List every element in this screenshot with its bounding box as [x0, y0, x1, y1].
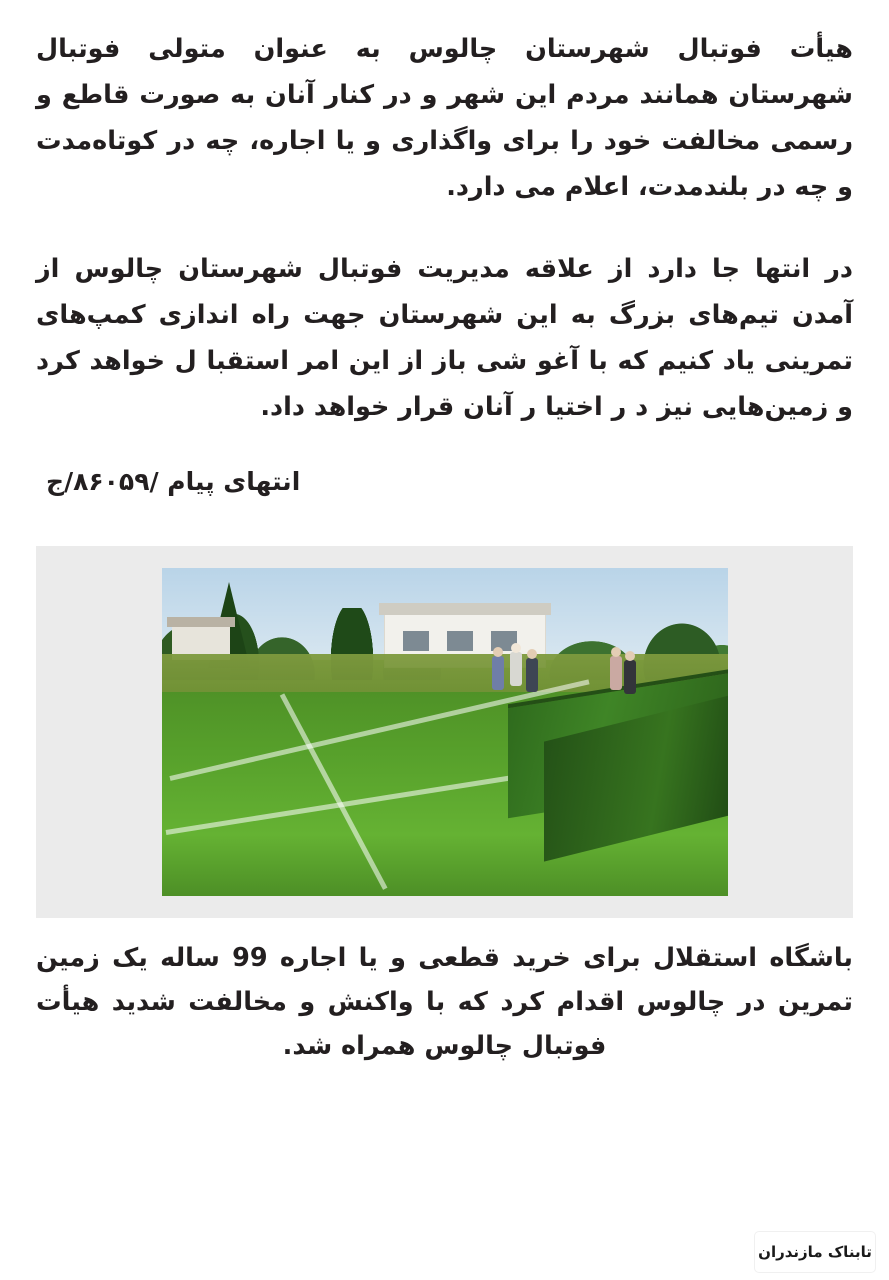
photo-worker — [624, 660, 636, 694]
photo-worker — [492, 656, 504, 690]
photo-worker — [610, 656, 622, 690]
article-body — [36, 0, 853, 504]
photo-field-line-3 — [279, 693, 387, 890]
article-signature: انتهای پیام /۸۶۰۵۹/ج — [46, 467, 301, 496]
article-figure — [36, 546, 853, 918]
watermark-label: تابناک مازندران — [758, 1243, 872, 1261]
photo-worker — [510, 652, 522, 686]
site-watermark — [755, 1232, 875, 1272]
photo-worker — [526, 658, 538, 692]
article-photo — [162, 568, 728, 896]
article-paragraph-2: در انتها جا دارد از علاقه مدیریت فوتبال شهرستان چالوس از آمدن تیم‌های بزرگ به این شهرستان جهت راه اندازی کمپ‌های تمرینی یاد کنیم که با آغو شی باز از این امر استقبا ل خواهد کرد و زمین‌هایی نیز د ر اختیا ر آنان قرار خواهد داد. — [36, 254, 853, 422]
article-paragraph-1: هیأت فوتبال شهرستان چالوس به عنوان متولی فوتبال شهرستان همانند مردم این شهر و در کنار آنان به صورت قاطع و رسمی مخالفت خود را برای واگذاری و یا اجاره، چه در کوتاه‌مدت و چه در بلندمدت، اعلام می دارد. — [36, 34, 853, 202]
article-image-caption: باشگاه استقلال برای خرید قطعی و یا اجاره 99 ساله یک زمین تمرین در چالوس اقدام کرد که با واکنش و مخالفت شدید هیأت فوتبال چالوس همراه شد. — [36, 943, 853, 1061]
